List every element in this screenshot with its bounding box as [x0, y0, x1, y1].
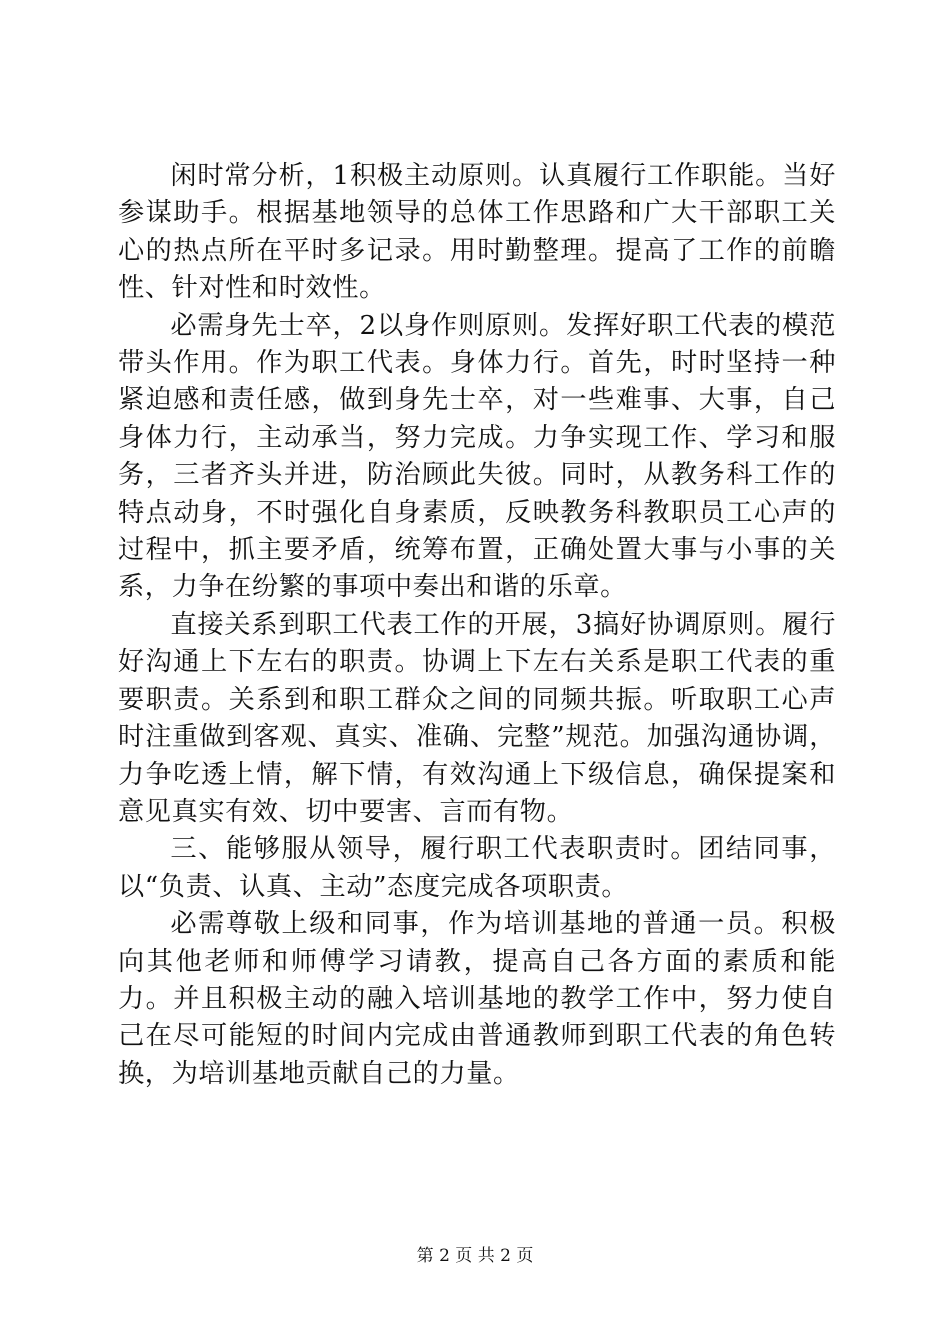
paragraph-1: 闲时常分析，1积极主动原则。认真履行工作职能。当好参谋助手。根据基地领导的总体工作思路和广大干部职工关心的热点所在平时多记录。用时勤整理。提高了工作的前瞻性、针对性和时效性。: [118, 161, 836, 304]
document-body: [118, 158, 836, 1093]
page-footer: 第 2 页 共 2 页: [416, 1246, 534, 1266]
paragraph-5: 必需尊敬上级和同事，作为培训基地的普通一员。积极向其他老师和师傅学习请教，提高自己各方面的素质和能力。并且积极主动的融入培训基地的教学工作中，努力使自己在尽可能短的时间内完成由普通教师到职工代表的角色转换，为培训基地贡献自己的力量。: [118, 909, 836, 1089]
paragraph-2: 必需身先士卒，2以身作则原则。发挥好职工代表的模范带头作用。作为职工代表。身体力行。首先，时时坚持一种紧迫感和责任感，做到身先士卒，对一些难事、大事，自己身体力行，主动承当，努力完成。力争实现工作、学习和服务，三者齐头并进，防治顾此失彼。同时，从教务科工作的特点动身，不时强化自身素质，反映教务科教职员工心声的过程中，抓主要矛盾，统筹布置，正确处置大事与小事的关系，力争在纷繁的事项中奏出和谐的乐章。: [118, 310, 836, 603]
paragraph-3: 直接关系到职工代表工作的开展，3搞好协调原则。履行好沟通上下左右的职责。协调上下左右关系是职工代表的重要职责。关系到和职工群众之间的同频共振。听取职工心声时注重做到客观、真实、准确、完整”规范。加强沟通协调，力争吃透上情，解下情，有效沟通上下级信息，确保提案和意见真实有效、切中要害、言而有物。: [118, 609, 836, 827]
paragraph-4: 三、能够服从领导，履行职工代表职责时。团结同事，以“负责、认真、主动”态度完成各项职责。: [118, 834, 836, 902]
